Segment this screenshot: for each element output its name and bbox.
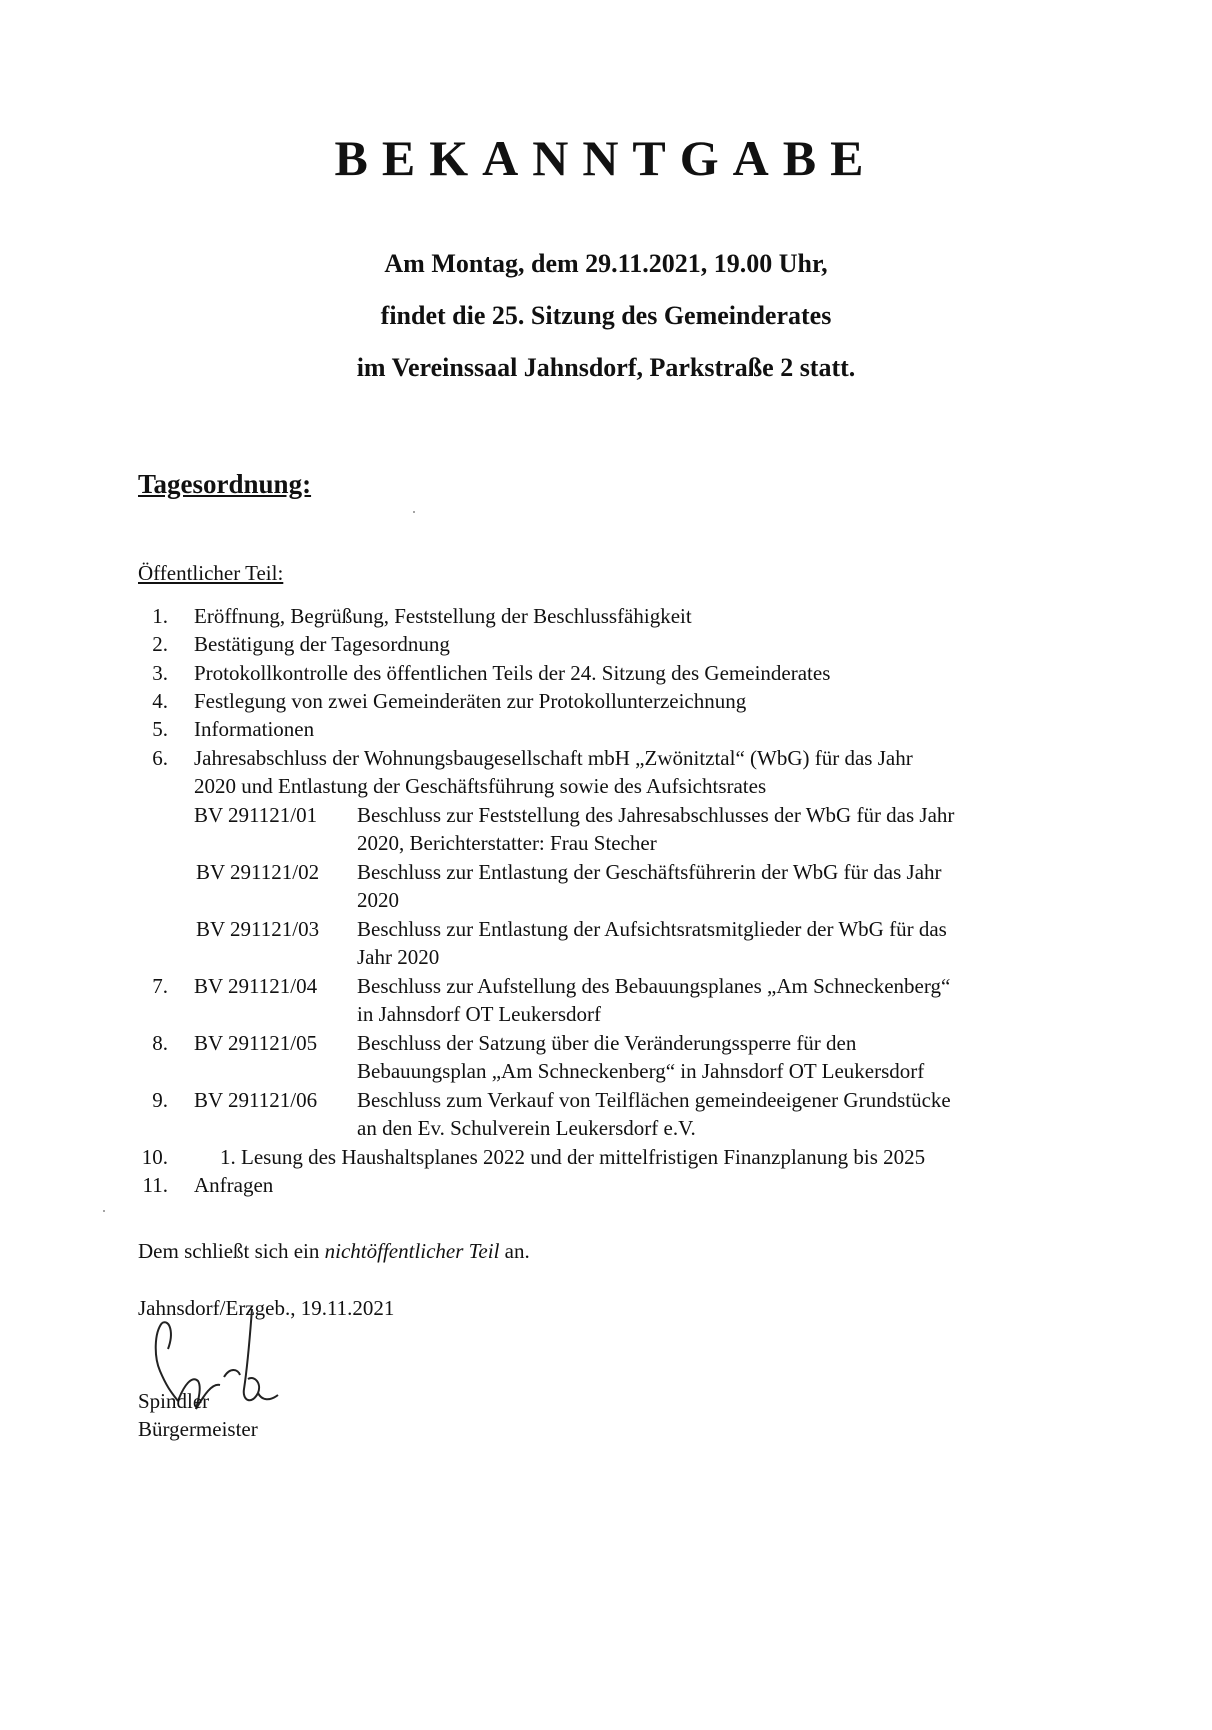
bv-number: BV 291121/02 xyxy=(196,860,320,884)
agenda-item-text: Protokollkontrolle des öffentlichen Teils der 24. Sitzung des Gemeinderates xyxy=(194,661,831,685)
sub-item-text: Beschluss zur Entlastung der Aufsichtsratsmitglieder der WbG für das xyxy=(357,917,947,941)
agenda-item-text-continued: Bebauungsplan „Am Schneckenberg“ in Jahnsdorf OT Leukersdorf xyxy=(357,1059,925,1083)
signatory-name: Spindler xyxy=(138,1389,210,1413)
item-number: 6. xyxy=(152,746,168,770)
agenda-item-text: Beschluss zum Verkauf von Teilflächen gemeindeeigener Grundstücke xyxy=(357,1088,951,1112)
closing-italic: nichtöffentlicher Teil xyxy=(324,1239,500,1263)
agenda-item-text-continued: in Jahnsdorf OT Leukersdorf xyxy=(357,1002,601,1026)
agenda-item-text: 1. Lesung des Haushaltsplanes 2022 und der mittelfristigen Finanzplanung bis 2025 xyxy=(220,1145,926,1169)
agenda-item-text: Anfragen xyxy=(194,1173,274,1197)
signatory-title: Bürgermeister xyxy=(138,1417,258,1441)
meeting-session-line: findet die 25. Sitzung des Gemeinderates xyxy=(380,301,832,330)
bv-number: BV 291121/05 xyxy=(194,1031,318,1055)
meeting-location-line: im Vereinssaal Jahnsdorf, Parkstraße 2 statt. xyxy=(356,353,856,382)
item-number: 5. xyxy=(152,717,168,741)
public-part-heading: Öffentlicher Teil: xyxy=(138,561,284,585)
item-number: 11. xyxy=(142,1173,168,1197)
bv-number: BV 291121/03 xyxy=(196,917,320,941)
agenda-item-text: Bestätigung der Tagesordnung xyxy=(194,632,450,656)
sub-item-text-continued: Jahr 2020 xyxy=(357,945,440,969)
bv-number: BV 291121/04 xyxy=(194,974,318,998)
agenda-item-text: Beschluss der Satzung über die Veränderungssperre für den xyxy=(357,1031,857,1055)
sub-item-text: Beschluss zur Feststellung des Jahresabschlusses der WbG für das Jahr xyxy=(357,803,955,827)
closing-suffix: an. xyxy=(499,1239,530,1263)
agenda-item-text: Beschluss zur Aufstellung des Bebauungsplanes „Am Schneckenberg“ xyxy=(357,974,951,998)
document-title: BEKANNTGABE xyxy=(334,130,878,186)
agenda-item-text-continued: 2020 und Entlastung der Geschäftsführung sowie des Aufsichtsrates xyxy=(194,774,767,798)
agenda-item-text: Jahresabschluss der Wohnungsbaugesellschaft mbH „Zwönitztal“ (WbG) für das Jahr xyxy=(194,746,913,770)
item-number: 10. xyxy=(141,1145,168,1169)
sub-item-text-continued: 2020, Berichterstatter: Frau Stecher xyxy=(357,831,657,855)
item-number: 4. xyxy=(152,689,168,713)
agenda-heading: Tagesordnung: xyxy=(138,469,312,499)
sub-item-text: Beschluss zur Entlastung der Geschäftsführerin der WbG für das Jahr xyxy=(357,860,942,884)
agenda-item-text: Festlegung von zwei Gemeinderäten zur Protokollunterzeichnung xyxy=(194,689,747,713)
item-number: 3. xyxy=(152,661,168,685)
item-number: 7. xyxy=(152,974,168,998)
agenda-item-text-continued: an den Ev. Schulverein Leukersdorf e.V. xyxy=(357,1116,696,1140)
place-date: Jahnsdorf/Erzgeb., 19.11.2021 xyxy=(138,1296,395,1320)
agenda-item-text: Informationen xyxy=(194,717,315,741)
item-number: 2. xyxy=(152,632,168,656)
sub-item-text-continued: 2020 xyxy=(357,888,399,912)
scan-speck xyxy=(413,511,415,513)
scan-speck xyxy=(103,1210,105,1212)
bv-number: BV 291121/06 xyxy=(194,1088,318,1112)
item-number: 9. xyxy=(152,1088,168,1112)
bv-number: BV 291121/01 xyxy=(194,803,318,827)
item-number: 1. xyxy=(152,604,168,628)
meeting-date-line: Am Montag, dem 29.11.2021, 19.00 Uhr, xyxy=(384,249,828,278)
agenda-item-text: Eröffnung, Begrüßung, Feststellung der Beschlussfähigkeit xyxy=(194,604,692,628)
closing-prefix: Dem schließt sich ein xyxy=(138,1239,325,1263)
item-number: 8. xyxy=(152,1031,168,1055)
closing-sentence xyxy=(138,1238,530,1264)
